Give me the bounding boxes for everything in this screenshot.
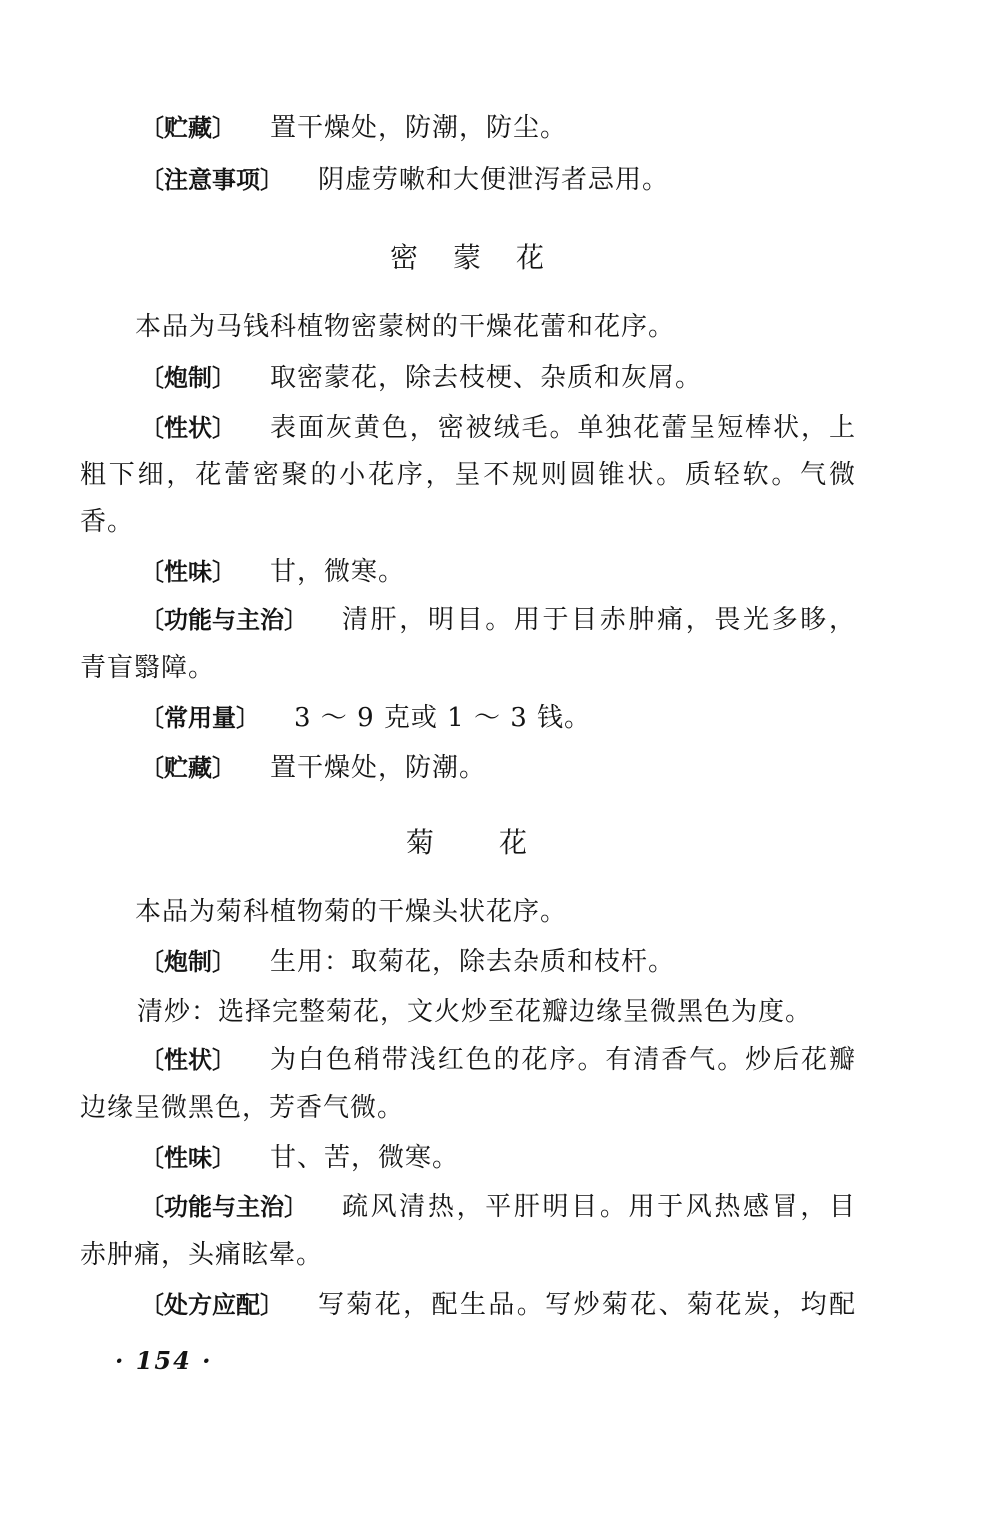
prev-cautions-line <box>140 162 669 198</box>
mimenghua-processing-label: 〔炮制〕 <box>140 364 236 392</box>
prev-storage-line <box>140 110 567 146</box>
prev-cautions-text: 阴虚劳嗽和大便泄泻者忌用。 <box>318 165 670 195</box>
mimenghua-functions-label: 〔功能与主治〕 <box>140 606 308 634</box>
juhua-prescription-label: 〔处方应配〕 <box>140 1291 284 1319</box>
mimenghua-functions-line-1 <box>140 602 856 638</box>
juhua-functions-label: 〔功能与主治〕 <box>140 1193 308 1221</box>
juhua-properties-text-1: 为白色稍带浅红色的花序。有清香气。炒后花瓣 <box>270 1045 856 1075</box>
mimenghua-taste-label: 〔性味〕 <box>140 558 236 586</box>
mimenghua-properties-text-2: 粗下细，花蕾密聚的小花序，呈不规则圆锥状。质轻软。气微 <box>80 460 856 490</box>
juhua-prescription-line-1 <box>140 1287 856 1323</box>
juhua-processing-text-2: 清炒：选择完整菊花，文火炒至花瓣边缘呈微黑色为度。 <box>137 997 813 1027</box>
prev-storage-label: 〔贮藏〕 <box>140 114 236 142</box>
mimenghua-storage-line <box>140 750 486 786</box>
mimenghua-properties-text-3: 香。 <box>80 507 135 537</box>
mimenghua-functions-text-2: 青盲翳障。 <box>80 653 216 683</box>
prev-cautions-label: 〔注意事项〕 <box>140 166 284 194</box>
mimenghua-taste-text: 甘，微寒。 <box>270 557 406 587</box>
juhua-processing-line-1 <box>140 944 675 980</box>
juhua-taste-label: 〔性味〕 <box>140 1144 236 1172</box>
mimenghua-dosage-label: 〔常用量〕 <box>140 704 260 732</box>
juhua-taste-text: 甘、苦，微寒。 <box>270 1143 460 1173</box>
page-number: · 154 · <box>115 1346 213 1375</box>
mimenghua-processing-text: 取密蒙花，除去枝梗、杂质和灰屑。 <box>270 363 703 393</box>
juhua-prescription-text-1: 写菊花，配生品。写炒菊花、菊花炭，均配 <box>318 1290 856 1320</box>
mimenghua-dosage-line <box>140 700 591 736</box>
mimenghua-properties-label: 〔性状〕 <box>140 414 236 442</box>
juhua-properties-label: 〔性状〕 <box>140 1046 236 1074</box>
prev-storage-text: 置干燥处，防潮，防尘。 <box>270 113 568 143</box>
juhua-functions-text-2: 赤肿痛，头痛眩晕。 <box>80 1240 324 1270</box>
juhua-properties-line-1 <box>140 1042 856 1078</box>
mimenghua-processing-line <box>140 360 702 396</box>
mimenghua-storage-label: 〔贮藏〕 <box>140 754 236 782</box>
juhua-processing-text-1: 生用：取菊花，除去杂质和枝杆。 <box>270 947 676 977</box>
juhua-functions-line-1 <box>140 1189 856 1225</box>
mimenghua-properties-line-1 <box>140 410 856 446</box>
mimenghua-properties-text-1: 表面灰黄色，密被绒毛。单独花蕾呈短棒状，上 <box>270 413 856 443</box>
mimenghua-taste-line <box>140 554 405 590</box>
juhua-intro: 本品为菊科植物菊的干燥头状花序。 <box>135 897 568 927</box>
mimenghua-title: 密蒙花 <box>390 241 580 274</box>
juhua-title: 菊花 <box>406 826 593 859</box>
mimenghua-dosage-text: 3 ～ 9 克或 1 ～ 3 钱。 <box>294 703 592 733</box>
mimenghua-functions-text-1: 清肝，明目。用于目赤肿痛，畏光多眵， <box>342 605 856 635</box>
juhua-properties-text-2: 边缘呈微黑色，芳香气微。 <box>80 1093 405 1123</box>
juhua-processing-label: 〔炮制〕 <box>140 948 236 976</box>
mimenghua-intro: 本品为马钱科植物密蒙树的干燥花蕾和花序。 <box>135 312 676 342</box>
juhua-taste-line <box>140 1140 459 1176</box>
juhua-functions-text-1: 疏风清热，平肝明目。用于风热感冒，目 <box>342 1192 856 1222</box>
mimenghua-storage-text: 置干燥处，防潮。 <box>270 753 487 783</box>
